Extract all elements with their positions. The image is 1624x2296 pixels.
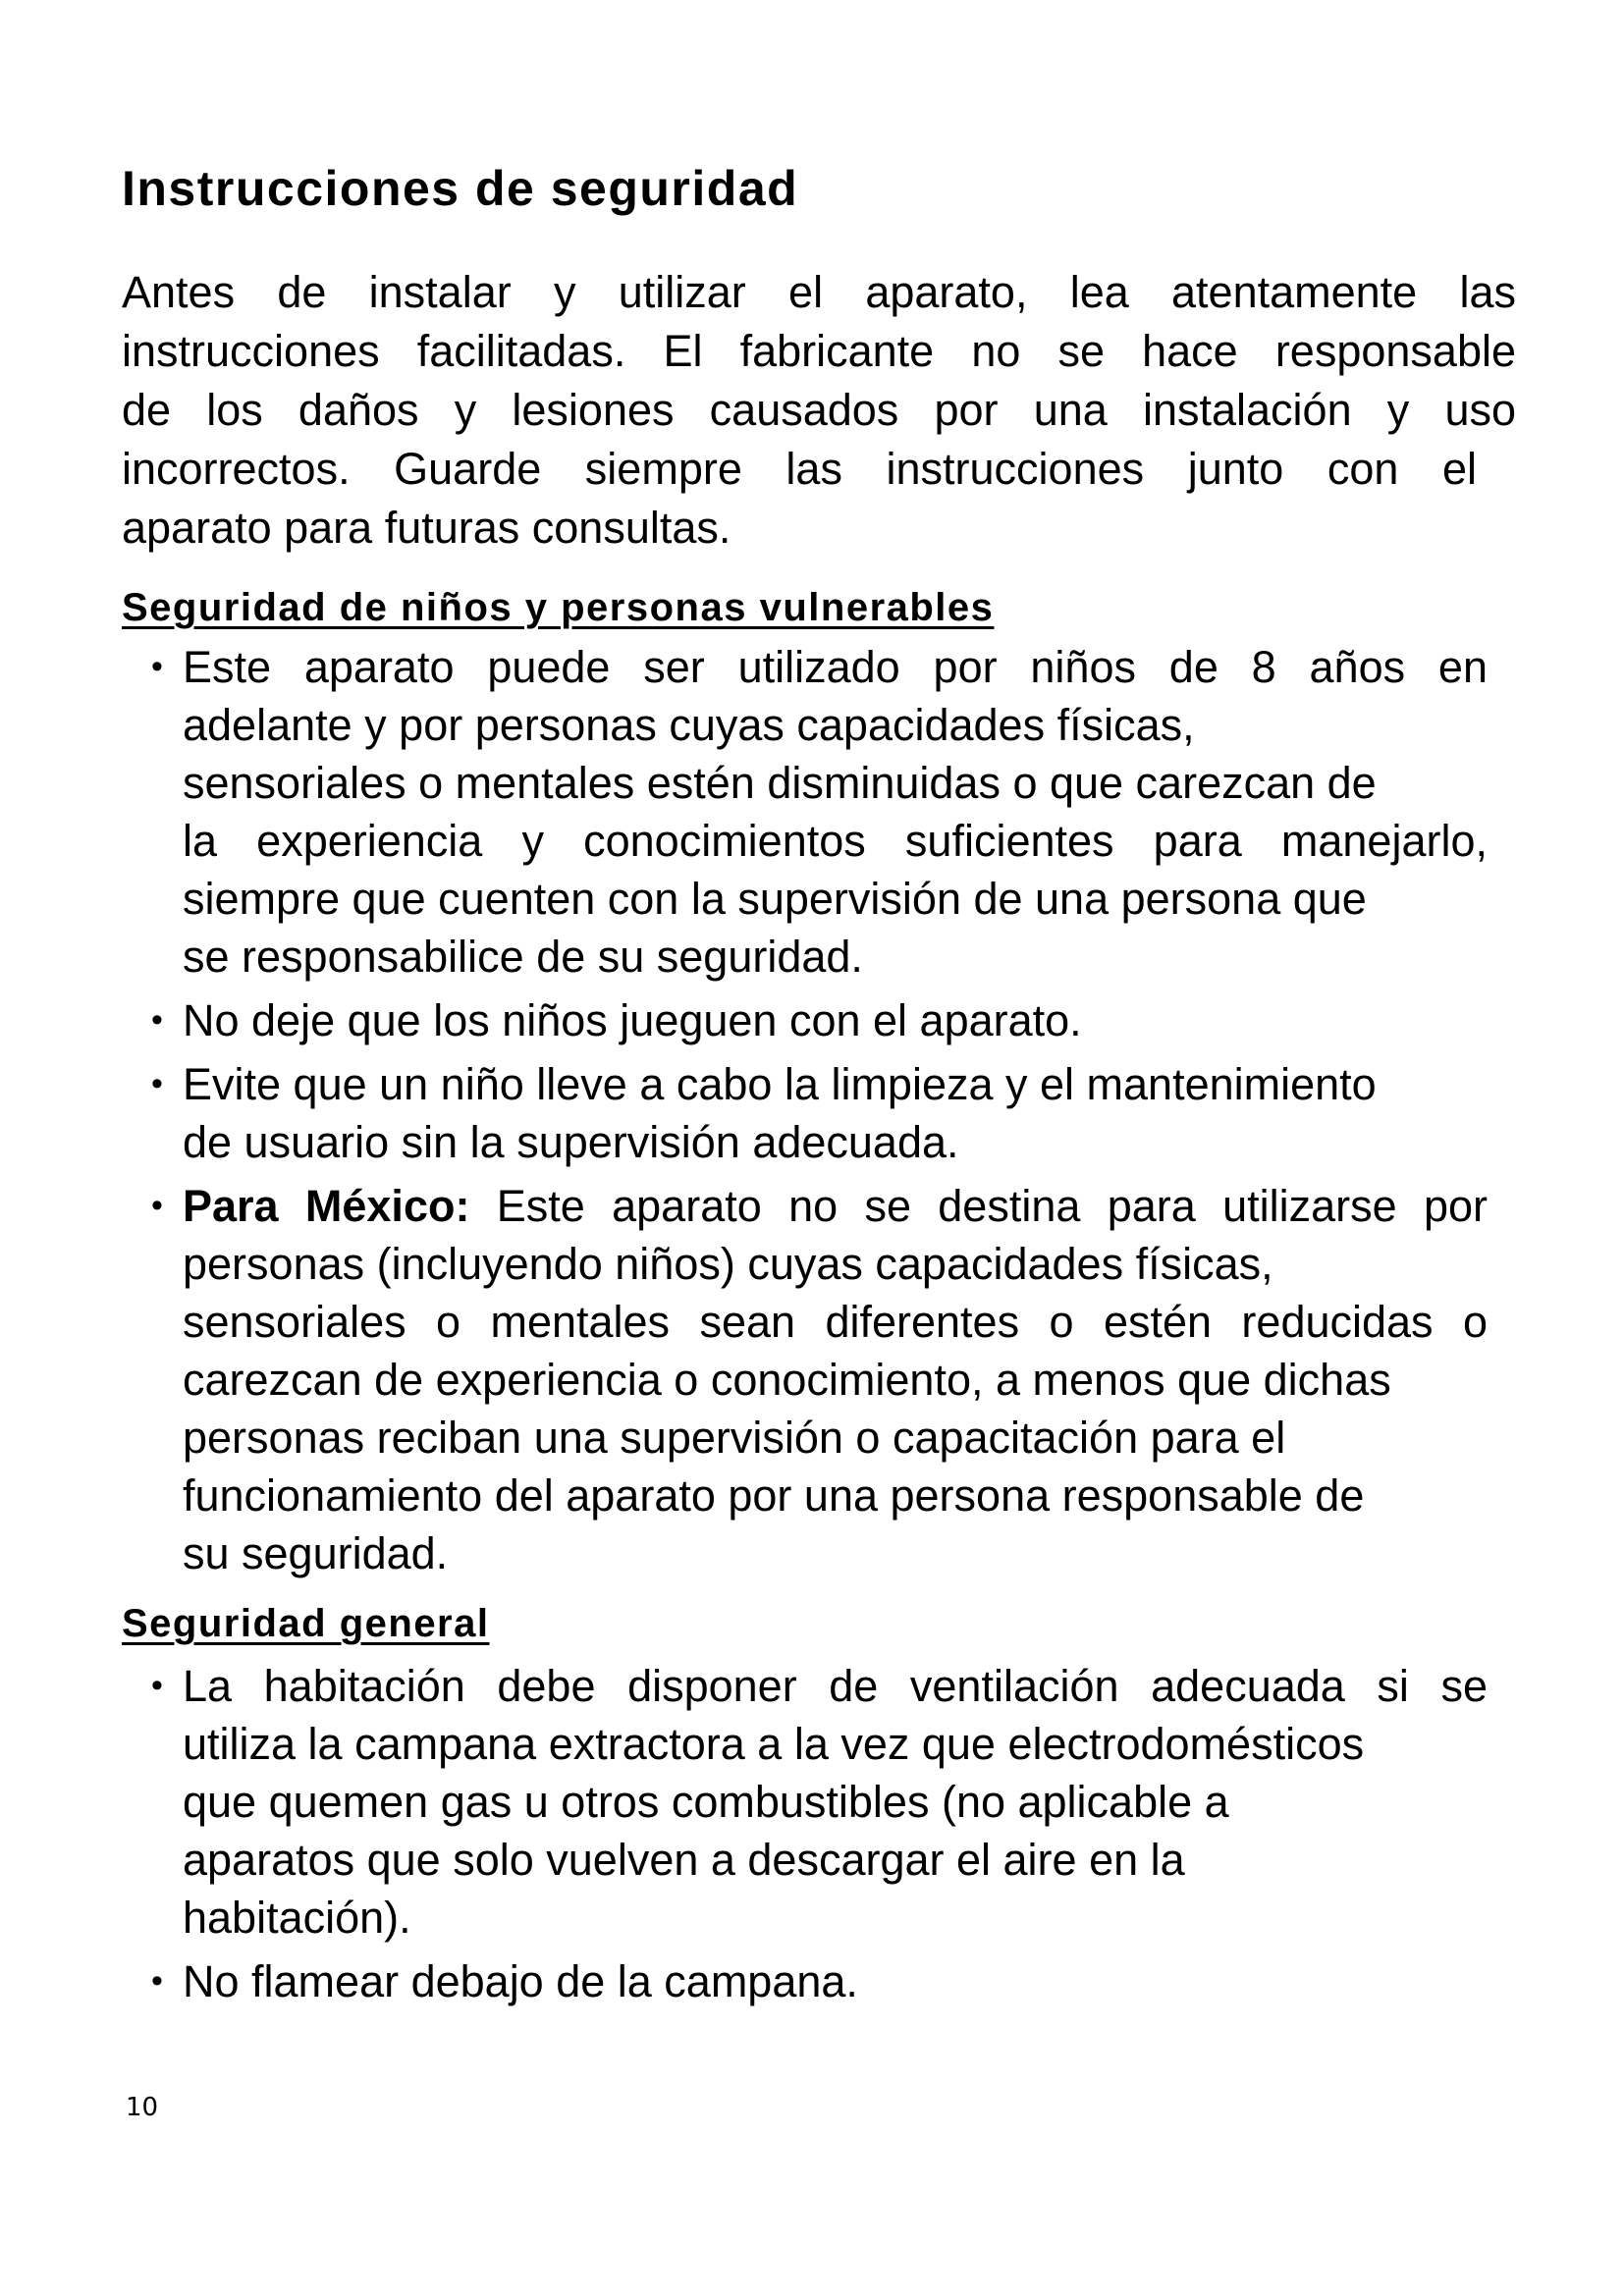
list-item-line: La habitación debe disponer de ventilación adecuada si se	[183, 1661, 1488, 1711]
list-item	[147, 1177, 1488, 1582]
intro-line: incorrectos. Guarde siempre las instrucciones junto con el	[122, 444, 1477, 494]
list-item-line: aparatos que solo vuelven a descargar el aire en la	[183, 1835, 1185, 1885]
bullet-icon: •	[151, 1065, 163, 1102]
list-item	[147, 1657, 1488, 1947]
bullet-icon: •	[151, 648, 163, 685]
list-item	[147, 1055, 1488, 1171]
bullet-icon: •	[151, 1187, 163, 1224]
page-title: Instrucciones de seguridad	[122, 161, 799, 216]
list-item-line: Evite que un niño lleve a cabo la limpieza y el mantenimiento	[183, 1059, 1377, 1109]
list-item-line: Este aparato puede ser utilizado por niños de 8 años en	[183, 642, 1488, 692]
list-item-line: se responsabilice de su seguridad.	[183, 932, 863, 982]
list-item-line: siempre que cuenten con la supervisión de una persona que	[183, 874, 1367, 924]
intro-line: aparato para futuras consultas.	[122, 503, 731, 553]
list-item-line: No flamear debajo de la campana.	[183, 1956, 858, 2006]
general-safety-list	[147, 1657, 1488, 2016]
intro-paragraph	[122, 263, 1516, 558]
list-item-text: Este aparato no se destina para utilizarse por	[469, 1181, 1489, 1231]
general-safety-heading: Seguridad general	[122, 1602, 490, 1645]
list-item-line: carezcan de experiencia o conocimiento, a menos que dichas	[183, 1355, 1391, 1405]
list-item-line: habitación).	[183, 1893, 411, 1943]
intro-line: de los daños y lesiones causados por una instalación y uso	[122, 385, 1516, 435]
list-item-line: utiliza la campana extractora a la vez que electrodomésticos	[183, 1719, 1365, 1769]
list-item-line: personas (incluyendo niños) cuyas capacidades físicas,	[183, 1239, 1273, 1289]
list-item-line: adelante y por personas cuyas capacidades físicas,	[183, 700, 1195, 750]
bullet-icon: •	[151, 1962, 163, 2000]
list-item-line: la experiencia y conocimientos suficientes para manejarlo,	[183, 816, 1488, 866]
list-item	[147, 638, 1488, 986]
list-item-line	[183, 1177, 1488, 1235]
page-number: 10	[126, 2093, 159, 2122]
list-item-line: su seguridad.	[183, 1528, 449, 1578]
intro-line: instrucciones facilitadas. El fabricante no se hace responsable	[122, 326, 1516, 376]
intro-line: Antes de instalar y utilizar el aparato, lea atentamente las	[122, 267, 1516, 317]
bullet-icon: •	[151, 1667, 163, 1704]
list-item-line: personas reciban una supervisión o capacitación para el	[183, 1413, 1286, 1463]
list-item-lead: Para México:	[183, 1181, 470, 1231]
children-safety-heading: Seguridad de niños y personas vulnerables	[122, 586, 995, 629]
list-item-line: funcionamiento del aparato por una persona responsable de	[183, 1470, 1365, 1521]
children-safety-list	[147, 638, 1488, 1588]
list-item-line: que quemen gas u otros combustibles (no aplicable a	[183, 1777, 1229, 1827]
list-item-line: de usuario sin la supervisión adecuada.	[183, 1117, 959, 1167]
bullet-icon: •	[151, 1001, 163, 1039]
list-item-line: No deje que los niños jueguen con el aparato.	[183, 995, 1082, 1045]
list-item	[147, 991, 1488, 1049]
list-item	[147, 1952, 1488, 2010]
list-item-line: sensoriales o mentales estén disminuidas o que carezcan de	[183, 758, 1377, 808]
list-item-line: sensoriales o mentales sean diferentes o estén reducidas o	[183, 1297, 1488, 1347]
